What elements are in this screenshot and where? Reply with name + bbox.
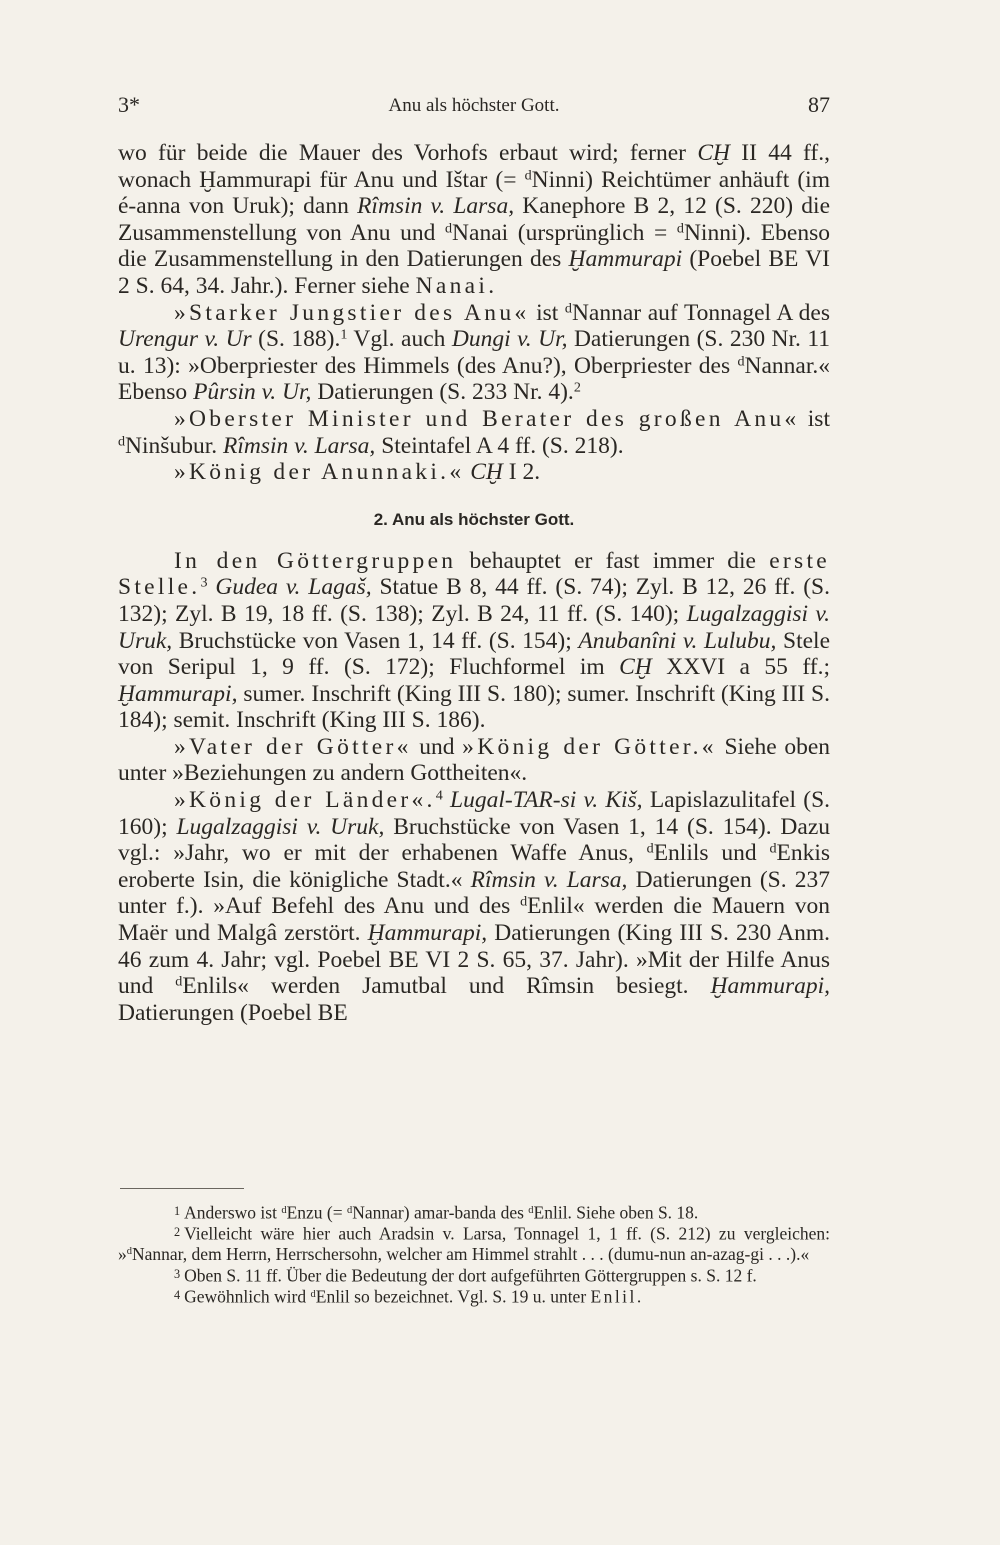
spaced-epithet: »Vater der Götter« [174,733,412,760]
italic-ref: Ḫammurapi, [367,920,488,947]
text-run: Nannar.« Ebenso [118,352,830,406]
text-run: Datierungen (S. 237 unter f.). »Auf Befehl des Anu und des [118,866,830,920]
paragraph-1 [118,140,830,300]
text-run: Kanephore B 2, 12 (S. 220) die Zusammenstellung von Anu und [118,193,831,246]
section-heading: 2. Anu als höchster Gott. [373,509,575,529]
text-run: Nannar) amar-banda des [352,1202,529,1223]
italic-ref: Ḫammurapi, [118,680,238,707]
text-run: und [411,733,463,760]
text-run: Datierungen (Poebel BE [118,999,348,1026]
text-run: Vielleicht wäre hier auch Aradsin v. Larsa, Tonnagel 1, 1 ff. (S. 212) zu vergleichen: » [118,1224,830,1264]
italic-ref: Urengur v. Ur [118,326,252,353]
text-run: Ninni). Ebenso die Zusammenstellung in den Datierungen des [118,219,830,273]
paragraph-5 [118,548,830,734]
dingir-sup: d [646,840,654,857]
footnote-ref: 4 [435,787,443,804]
dingir-sup: d [528,1204,534,1216]
italic-ref: Ḫammurapi, [710,973,831,1000]
text-run: Bruchstücke von Vasen 1, 14 (S. 154). Dazu vgl.: »Jahr, wo er mit der erhabenen Waffe Anus, [118,813,831,867]
paragraph-4 [118,459,830,486]
dingir-sup: d [520,893,528,910]
text-run: Siehe oben unter »Beziehungen zu andern Gottheiten«. [118,733,830,787]
spaced-epithet: »König der Götter.« [462,733,717,760]
text-run: Enlils und [653,840,770,867]
text-run: wo für beide die Mauer des Vorhofs erbaut wird; ferner [118,140,698,166]
dingir-sup: d [126,1246,132,1258]
dingir-sup: d [445,220,453,237]
paragraph-6 [118,734,830,787]
spaced-epithet: »Starker Jungstier des Anu« [174,299,530,326]
dingir-sup: d [310,1289,316,1301]
running-title: Anu als höchster Gott. [388,95,560,116]
text-run: Enlils« werden Jamutbal und Rîmsin besiegt. [182,973,711,1000]
footnote-ref: 3 [200,574,208,591]
footnote-3 [118,1265,830,1286]
text-run: Statue B 8, 44 ff. (S. 74); Zyl. B 12, 26 ff. (S. 132); Zyl. B 19, 18 ff. (S. 138); Zyl. B 24, 11 ff. (S. 140); [118,574,830,627]
spaced-epithet: »König der Anunnaki.« [174,459,465,486]
spaced-name: Enlil [590,1286,637,1307]
text-run: Enlil so bezeichnet. Vgl. S. 19 u. unter [315,1286,591,1307]
text-run: Datierungen (S. 233 Nr. 4). [311,379,574,406]
text-run: . [488,272,495,299]
text-run: ist [799,405,830,432]
spaced-epithet: »Oberster Minister und Berater des großen Anu« [174,405,800,432]
dingir-sup: d [175,973,183,990]
spaced-name: Nanai [415,272,489,299]
text-run: sumer. Inschrift (King III S. 180); sumer. Inschrift (King III S. 184); semit. Inschrift (King III S. 186). [118,680,830,734]
italic-ref: Gudea v. Lagaš, [215,574,372,601]
italic-ref: Lugalzaggisi v. Uruk, [118,600,830,654]
footnote-rule [120,1188,244,1189]
text-run: XXVI a 55 ff.; [651,654,830,681]
italic-ref: Pûrsin v. Ur, [193,379,312,406]
paragraph-7 [118,787,830,1026]
italic-ref: Dungi v. Ur, [451,326,568,353]
footnote-ref: 2 [573,379,581,396]
text-run: Nanai (ursprünglich = [452,219,677,246]
italic-ref: Rîmsin v. Larsa, [222,432,376,459]
dingir-sup: d [281,1204,287,1216]
spaced-phrase: In den Göttergruppen [174,547,457,574]
footnote-4 [118,1286,830,1307]
footnote-number: 1 [174,1204,181,1218]
footnote-number: 4 [174,1288,181,1303]
text-run: Anderswo ist [184,1202,282,1223]
text-run: Enlil. Siehe oben S. 18. [533,1202,699,1223]
dingir-sup: d [347,1204,353,1216]
dingir-sup: d [118,432,126,449]
text-run: Enkis eroberte Isin, die königliche Stadt.« [118,840,831,893]
footnotes [118,1202,830,1308]
paragraph-3 [118,406,830,459]
text-run: Ninni) Reichtümer anhäuft (im é-anna von Uruk); dann [118,166,830,220]
text-run: II 44 ff., wonach Ḫammurapi für Anu und Ištar (= [118,140,830,193]
italic-ref: Ḫammurapi [568,246,683,273]
footnote-2 [118,1223,830,1264]
text-run: I 2. [502,459,541,486]
running-head [118,92,830,124]
text-run: Vgl. auch [347,326,452,353]
spaced-phrase: erste Stelle. [118,547,830,601]
text-run: Steintafel A 4 ff. (S. 218). [375,432,624,459]
signature-mark: 3* [118,92,140,117]
text-run: ist [529,299,565,326]
footnote-number: 2 [174,1225,181,1240]
text-run: Lapislazulitafel (S. 160); [118,787,831,840]
paragraph-2 [118,300,830,406]
italic-ref: Lugal-TAR-si v. Kiš, [450,787,643,814]
text-run: Datierungen (King III S. 230 Anm. 46 zum 4. Jahr; vgl. Poebel BE VI 2 S. 65, 37. Jahr). »Mit der Hilfe Anus und [118,920,830,1000]
spaced-epithet: »König der Länder«. [174,787,436,814]
text-run: (S. 188). [251,326,341,353]
footnote-ref: 1 [340,326,348,343]
body-text [118,140,830,1026]
text-run: Bruchstücke von Vasen 1, 14 ff. (S. 154); [172,627,579,654]
footnote-number: 3 [174,1266,181,1281]
italic-ref: Rîmsin v. Larsa, [357,193,515,220]
italic-ref: CḪ [697,140,730,166]
dingir-sup: d [564,299,572,316]
text-run: Nannar, dem Herrn, Herrschersohn, welcher am Himmel strahlt . . . (dumu-nun an-azag-gi . . .).« [132,1243,810,1264]
text-run: Enlil« werden die Mauern von Maër und Malgâ zerstört. [118,893,830,947]
text-run: Ninšubur. [125,432,223,459]
text-run: Stele von Seripul 1, 9 ff. (S. 172); Fluchformel im [118,627,830,681]
italic-ref: Rîmsin v. Larsa, [470,866,628,893]
dingir-sup: d [524,166,532,183]
text-run: Enzu (= [286,1202,347,1223]
text-run: behauptet er fast immer die [456,547,770,574]
italic-ref: Lugalzaggisi v. Uruk, [176,813,385,840]
dingir-sup: d [676,220,684,237]
dingir-sup: d [769,840,777,857]
text-run: Nannar auf Tonnagel A des [571,299,831,326]
text-run: Gewöhnlich wird [184,1286,311,1307]
text-run: Datierungen (S. 230 Nr. 11 u. 13): »Oberpriester des Himmels (des Anu?), Oberpriester des [118,326,831,379]
italic-ref: CḪ [470,459,503,486]
dingir-sup: d [737,353,745,369]
text-run: Oben S. 11 ff. Über die Bedeutung der dort aufgeführten Göttergruppen s. S. 12 f. [184,1265,757,1286]
page-number: 87 [808,92,830,117]
text-run: (Poebel BE VI 2 S. 64, 34. Jahr.). Ferner siehe [118,246,830,299]
footnote-1 [118,1202,830,1223]
italic-ref: Anubanîni v. Lulubu, [578,627,777,654]
text-run: . [636,1286,642,1307]
italic-ref: CḪ [619,654,652,681]
